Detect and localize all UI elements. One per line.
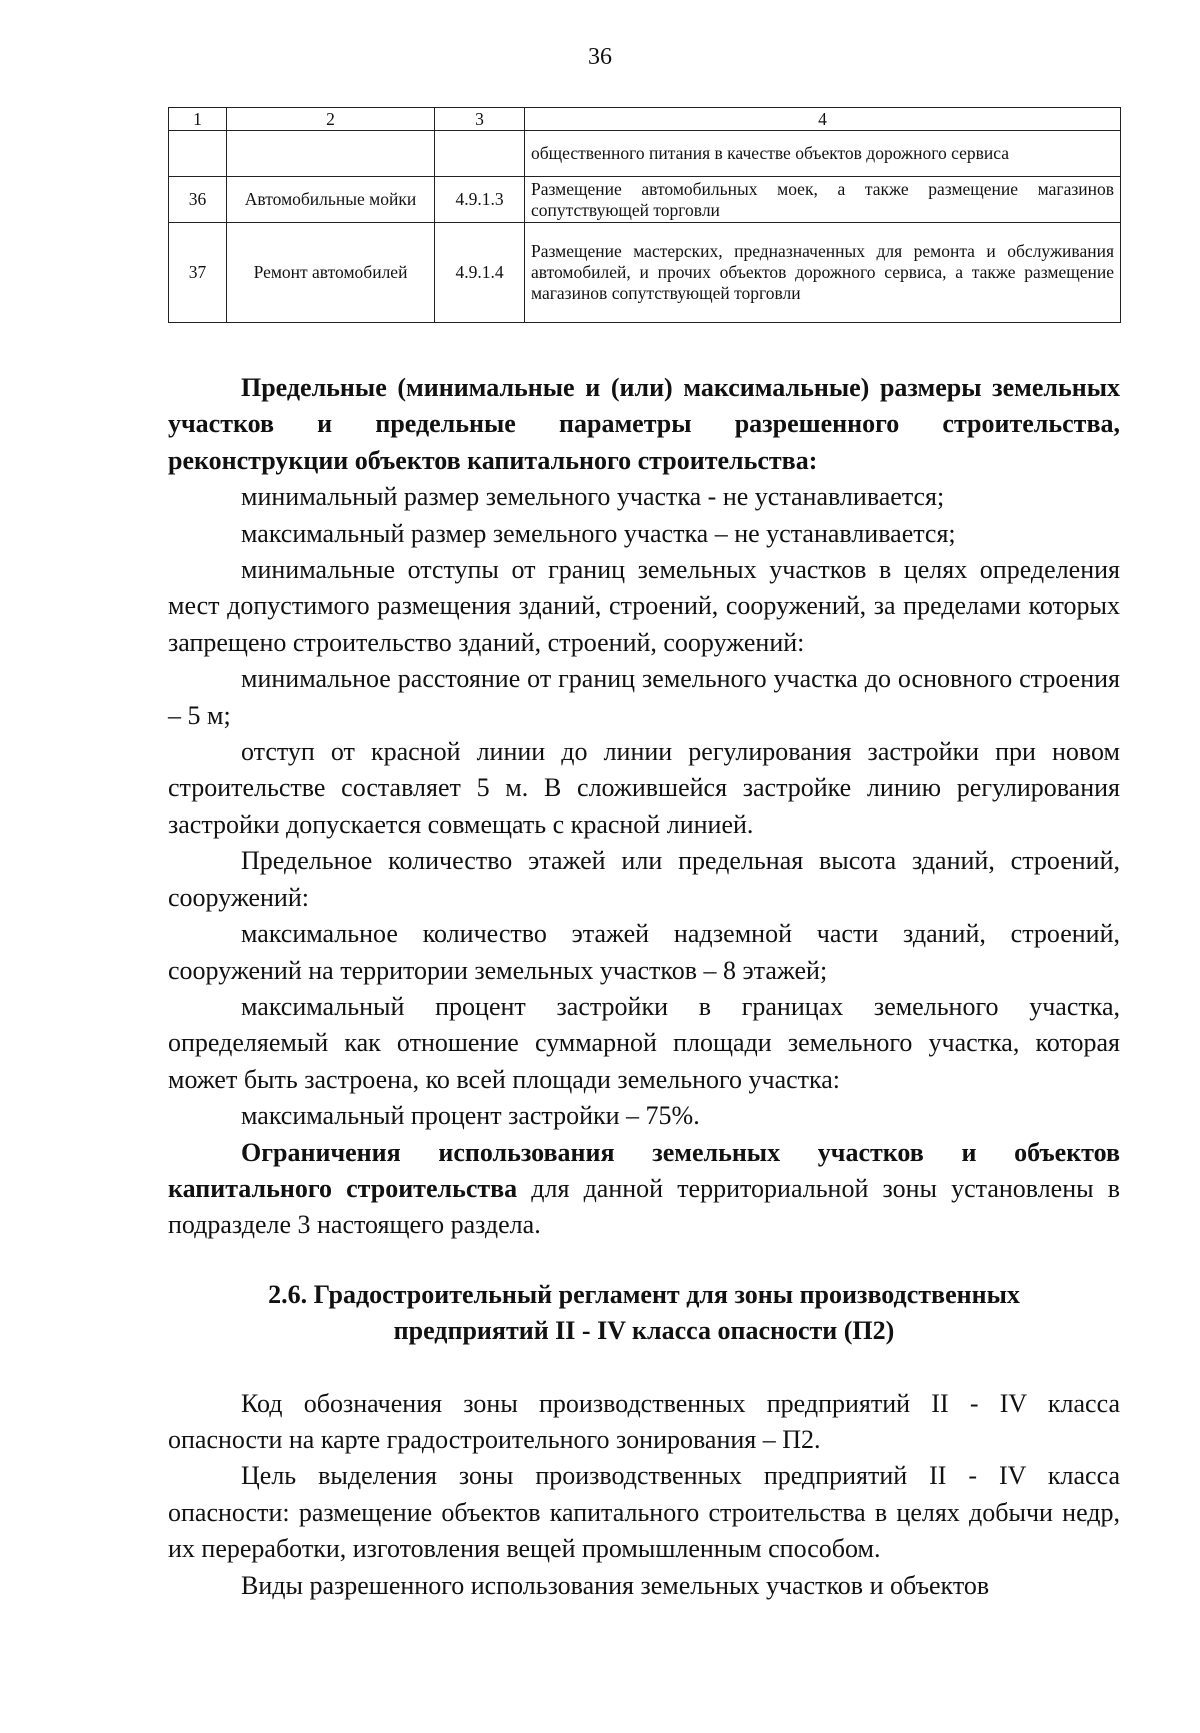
row-number: 36 [169, 177, 227, 223]
table-row [169, 131, 1121, 177]
paragraph: Предельное количество этажей или предельная высота зданий, строений, сооружений: [168, 846, 1120, 912]
paragraph: максимальный процент застройки – 75%. [241, 1101, 700, 1131]
paragraph: максимальный процент застройки в границах земельного участка, определяемый как отношение суммарной площади земельного участка, которая может быть застроена, ко всей площади земельного участка: [168, 991, 1120, 1094]
row-description: Размещение мастерских, предназначенных для ремонта и обслуживания автомобилей, и прочих объектов дорожного сервиса, а также размещение магазинов сопутствующей торговли [525, 223, 1121, 323]
row-name: Автомобильные мойки [227, 177, 435, 223]
restrictions-rest: для данной территориальной зоны установлены в подразделе 3 настоящего раздела. [168, 1173, 1120, 1240]
paragraph: Цель выделения зоны производственных предприятий II - IV класса опасности: размещение объектов капитального строительства в целях добычи недр, их переработки, изготовления вещей промышленным способом. [168, 1461, 1120, 1564]
section-title-line-1: 2.6. Градостроительный регламент для зоны производственных [268, 1279, 1020, 1309]
paragraph: максимальное количество этажей надземной части зданий, строений, сооружений на территории земельных участков – 8 этажей; [168, 919, 1120, 985]
paragraph: минимальное расстояние от границ земельного участка до основного строения – 5 м; [168, 664, 1120, 730]
row-name: Ремонт автомобилей [227, 223, 435, 323]
paragraph: минимальный размер земельного участка - не устанавливается; [241, 482, 945, 512]
row-description: Размещение автомобильных моек, а также размещение магазинов сопутствующей торговли [525, 177, 1121, 223]
header-col-2: 2 [227, 108, 435, 131]
paragraph: максимальный размер земельного участка – не устанавливается; [241, 518, 956, 548]
paragraph: Виды разрешенного использования земельных участков и объектов [241, 1570, 990, 1600]
row-name [227, 131, 435, 177]
table-header-row [169, 108, 1121, 131]
row-number: 37 [169, 223, 227, 323]
header-col-3: 3 [435, 108, 525, 131]
row-code: 4.9.1.4 [435, 223, 525, 323]
land-use-table [168, 107, 1121, 323]
paragraph: Код обозначения зоны производственных предприятий II - IV класса опасности на карте градостроительного зонирования – П2. [168, 1388, 1120, 1454]
row-number [169, 131, 227, 177]
row-code [435, 131, 525, 177]
paragraph: минимальные отступы от границ земельных участков в целях определения мест допустимого размещения зданий, строений, сооружений, за пределами которых запрещено строительство зданий, строений, сооружений: [168, 555, 1120, 657]
table-row [169, 223, 1121, 323]
table-row [169, 177, 1121, 223]
restrictions-paragraph [168, 1135, 1120, 1244]
paragraph: отступ от красной линии до линии регулирования застройки при новом строительстве составляет 5 м. В сложившейся застройке линию регулирования застройки допускается совмещать с красной линией. [168, 737, 1120, 839]
section-title-line-2: предприятий II - IV класса опасности (П2) [393, 1316, 895, 1346]
page-number: 36 [588, 44, 612, 70]
document-body [168, 370, 1120, 1604]
header-col-1: 1 [169, 108, 227, 131]
row-code: 4.9.1.3 [435, 177, 525, 223]
restrictions-bold: Ограничения использования земельных участков и объектов капитального строительства [168, 1137, 1120, 1203]
header-col-4: 4 [525, 108, 1121, 131]
limits-heading: Предельные (минимальные и (или) максимальные) размеры земельных участков и предельные параметры разрешенного строительства, реконструкции объектов капитального строительства: [168, 373, 1120, 475]
row-description: общественного питания в качестве объектов дорожного сервиса [525, 131, 1121, 177]
